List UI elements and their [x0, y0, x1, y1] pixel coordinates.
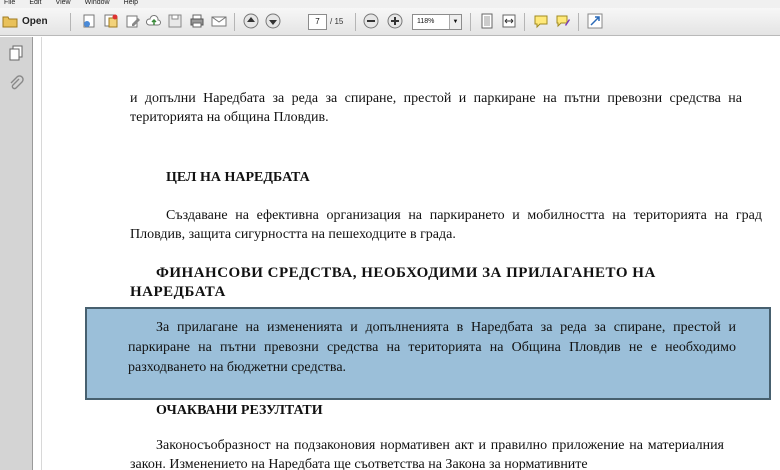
heading-goal: ЦЕЛ НА НАРЕДБАТА: [166, 170, 310, 185]
menu-window[interactable]: Window: [84, 0, 110, 6]
email-button[interactable]: [210, 11, 228, 31]
prev-page-button[interactable]: [242, 11, 260, 31]
fit-page-icon: [479, 13, 495, 29]
page-number-input[interactable]: 7: [308, 14, 327, 30]
page-total: / 15: [330, 17, 344, 26]
highlight-button[interactable]: [554, 11, 572, 31]
open-button[interactable]: [2, 11, 56, 31]
paragraph-results: Законосъобразност на подзаконовия нормативен акт и правилно приложение на материалния закон. Изменението на Наредбата ще съответства на Закона за нормативните: [130, 438, 724, 470]
next-page-icon: [265, 13, 281, 29]
comment-icon: [533, 13, 549, 29]
paragraph-goal: Създаване на ефективна организация на паркирането и мобилността на територията на град Пловдив, защита сигурността на пешеходците в града.: [130, 208, 762, 242]
print-button[interactable]: [188, 11, 206, 31]
toolbar-separator: [470, 13, 471, 31]
menu-edit[interactable]: Edit: [29, 0, 42, 6]
fit-page-button[interactable]: [478, 11, 496, 31]
email-icon: [211, 13, 227, 29]
menu-view[interactable]: View: [55, 0, 71, 6]
upload-icon: [146, 13, 162, 29]
menu-help[interactable]: Help: [123, 0, 139, 6]
zoom-out-button[interactable]: [362, 11, 380, 31]
edit-icon: [125, 13, 141, 29]
comment-button[interactable]: [532, 11, 550, 31]
prev-page-icon: [243, 13, 259, 29]
zoom-out-icon: [363, 13, 379, 29]
toolbar-separator: [70, 13, 71, 31]
zoom-value: 118%: [417, 18, 435, 25]
edit-button[interactable]: [124, 11, 142, 31]
page-border: [41, 37, 42, 470]
toolbar-separator: [578, 13, 579, 31]
paragraph-intro: и допълни Наредбата за реда за спиране, престой и паркиране на пътни превозни средства на територията на община Пловдив.: [130, 91, 742, 125]
zoom-select[interactable]: [412, 14, 462, 30]
expand-icon: [587, 13, 603, 29]
combine-button[interactable]: [102, 11, 120, 31]
create-pdf-icon: [81, 13, 97, 29]
expand-button[interactable]: [586, 11, 604, 31]
highlight-icon: [555, 13, 571, 29]
save-icon: [167, 13, 183, 29]
print-icon: [189, 13, 205, 29]
menu-bar: [0, 0, 780, 8]
toolbar-separator: [355, 13, 356, 31]
open-label: Open: [22, 15, 48, 27]
open-folder-icon: [2, 13, 18, 29]
upload-button[interactable]: [145, 11, 163, 31]
menu-file[interactable]: File: [4, 0, 16, 6]
save-button[interactable]: [166, 11, 184, 31]
fit-width-button[interactable]: [500, 11, 518, 31]
next-page-button[interactable]: [264, 11, 282, 31]
chevron-down-icon[interactable]: ▼: [449, 15, 461, 29]
combine-icon: [103, 13, 119, 29]
toolbar: [0, 8, 780, 36]
pages-icon[interactable]: [8, 45, 24, 61]
create-pdf-button[interactable]: [80, 11, 98, 31]
toolbar-separator: [234, 13, 235, 31]
navigation-panel: [0, 37, 33, 470]
attachment-icon[interactable]: [8, 75, 24, 91]
fit-width-icon: [501, 13, 517, 29]
toolbar-separator: [524, 13, 525, 31]
heading-finance: ФИНАНСОВИ СРЕДСТВА, НЕОБХОДИМИ ЗА ПРИЛАГАНЕТО НА НАРЕДБАТА: [130, 265, 656, 300]
paragraph-finance-highlighted: За прилагане на измененията и допълненията в Наредбата за реда за спиране, престой и паркиране на пътни превозни средства на територията на Община Пловдив не е необходимо разходването на бюджетни средства.: [128, 320, 736, 375]
heading-expected-results: ОЧАКВАНИ РЕЗУЛТАТИ: [156, 403, 323, 418]
zoom-in-button[interactable]: [386, 11, 404, 31]
zoom-in-icon: [387, 13, 403, 29]
